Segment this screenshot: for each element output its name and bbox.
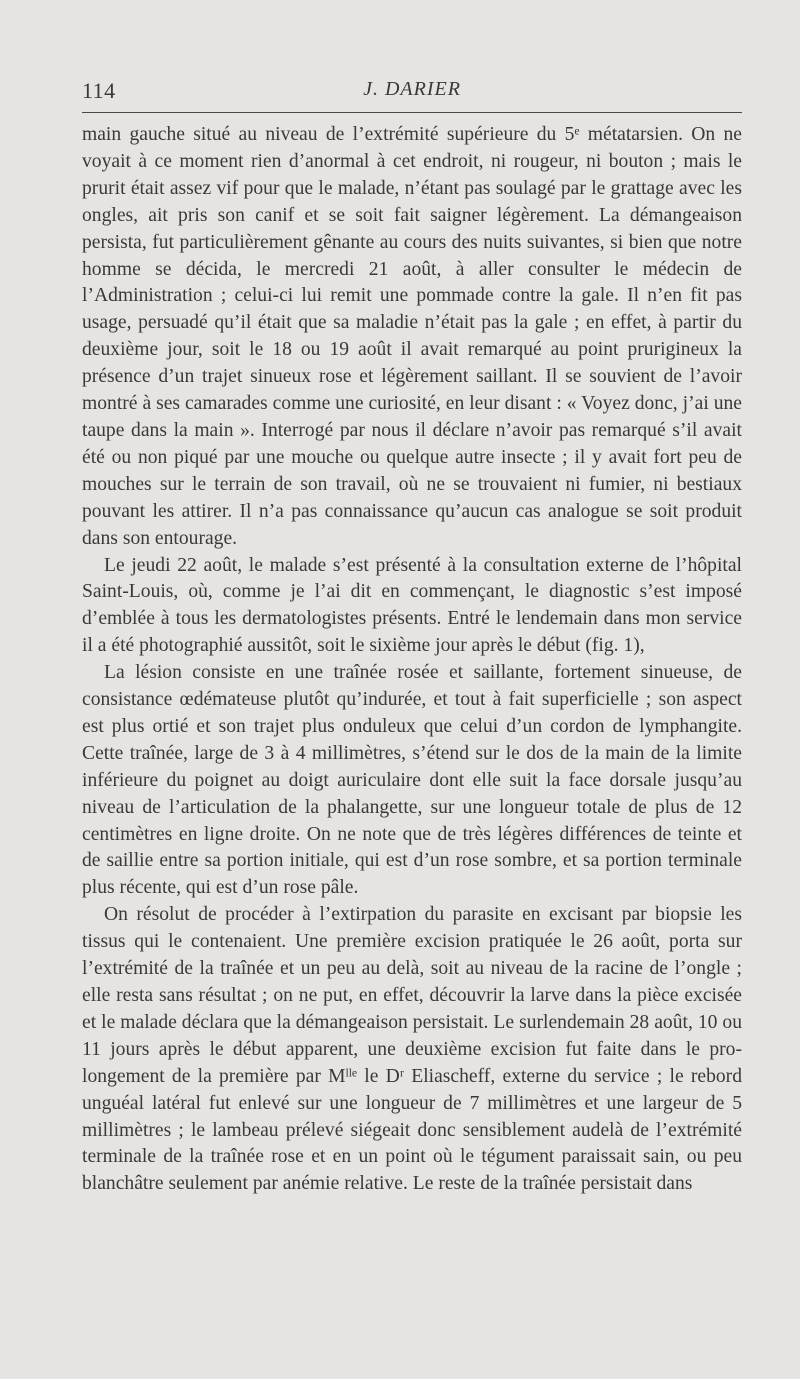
body-text (82, 122, 742, 1198)
paragraph-3: La lésion consiste en une traînée rosée et saillante, fortement sinueuse, de consistance œdémateuse plutôt qu’indurée, et tout à fait superficielle ; son aspect est plus ortié et son trajet plus onduleux que celui d’un cordon de lymphangite. Cette traînée, large de 3 à 4 millimètres, s’étend sur le dos de la main de la limite inférieure du poignet au doigt auriculaire dont elle suit la face dorsale jusqu’au niveau de l’articulation de la phalangette, sur une longueur totale de plus de 12 centimètres en ligne droite. On ne note que de très légères différences de teinte et de saillie entre sa portion initiale, qui est d’un rose sombre, et sa portion terminale plus récente, qui est d’un rose pâle. (82, 662, 742, 899)
header-rule (82, 112, 742, 113)
paragraph-4: On résolut de procéder à l’extirpation du parasite en excisant par biopsie les tissus qui le contenaient. Une première excision pratiquée le 26 août, porta sur l’extrémité de la traînée et un peu au delà, soit au niveau de la racine de l’ongle ; elle resta sans résultat ; on ne put, en effet, découvrir la larve dans la pièce excisée et le malade déclara que la démangeaison persistait. Le surlendemain 28 août, 10 ou 11 jours après le début apparent, une deuxième excision fut faite dans le prolongement de la première par Mˡˡᵉ le Dʳ Eliascheff, externe du service ; le rebord unguéal latéral fut enlevé sur une longueur de 7 millimètres et une largeur de 5 millimètres ; le lambeau prélevé siégeait donc sensiblement audelà de l’extrémité terminale de la traînée rose et en un point où le tégument paraissait sain, ou peu blanchâtre seulement par anémie relative. Le reste de la traînée persistait dans (82, 904, 742, 1195)
page-number: 114 (82, 78, 116, 103)
paragraph-2: Le jeudi 22 août, le malade s’est présenté à la consultation externe de l’hôpital Saint-Louis, où, comme je l’ai dit en commençant, le diagnostic s’est imposé d’emblée à tous les dermatologistes présents. Entré le lendemain dans mon service il a été photographié aussitôt, soit le sixième jour après le début (fig. 1), (82, 554, 742, 657)
paragraph-1: main gauche situé au niveau de l’extrémité supérieure du 5ᵉ métatarsien. On ne voyait à ce moment rien d’anormal à cet endroit, ni rougeur, ni bouton ; mais le prurit était assez vif pour que le malade, n’étant pas soulagé par le grattage avec les ongles, ait pris son canif et se soit fait saigner légèrement. La démangeaison persista, fut particulièrement gênante au cours des nuits suivantes, si bien que notre homme se décida, le mercredi 21 août, à aller consulter le médecin de l’Administration ; celui-ci lui remit une pommade contre la gale. Il n’en fit pas usage, persuadé qu’il était que sa maladie n’était pas la gale ; en effet, à partir du deuxième jour, soit le 18 ou 19 août il avait remarqué au point prurigineux la présence d’un trajet sinueux rose et légèrement saillant. Il se souvient de l’avoir montré à ses camarades comme une curiosité, en leur disant : « Voyez donc, j’ai une taupe dans la main ». Interrogé par nous il déclare n’avoir pas remarqué s’il avait été ou non piqué par une mouche ou quelque autre insecte ; il y avait fort peu de mouches sur le terrain de son travail, où ne se trouvaient ni fumier, ni bestiaux pouvant les attirer. Il n’a pas connaissance qu’aucun cas analogue se soit produit dans son entourage. (82, 124, 742, 549)
running-head: J. DARIER (363, 78, 461, 100)
page-header (82, 78, 742, 110)
